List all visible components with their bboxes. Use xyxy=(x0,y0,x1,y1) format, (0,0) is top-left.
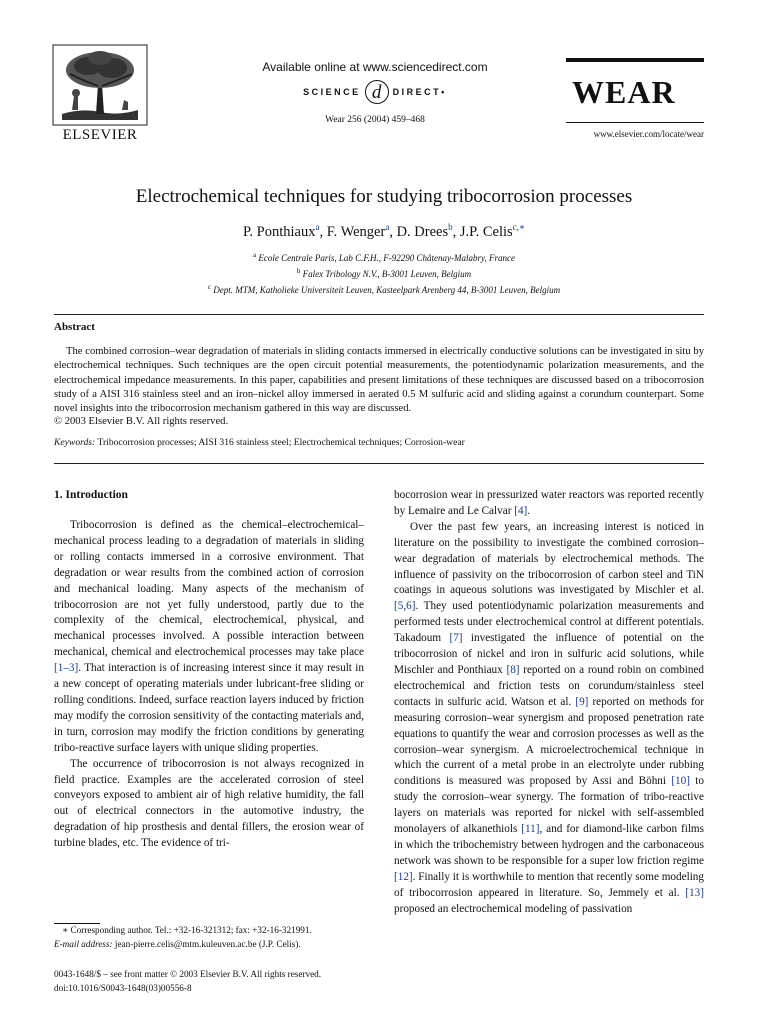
text-run: reported on a round robin on combined electrochemical and friction tests on corundum/stainless steel contacts in sulfuric acid. Watson et al. xyxy=(394,663,705,708)
affiliation: $^b$ Falex Tribology N.V., B-3001 Leuven, Belgium xyxy=(296,267,472,279)
affiliation-marker[interactable]: b xyxy=(448,222,453,232)
journal-citation: Wear 256 (2004) 459–468 xyxy=(325,115,425,125)
sciencedirect-logo xyxy=(230,79,520,105)
issn-line: 0043-1648/$ – see front matter © 2003 Elsevier B.V. All rights reserved. xyxy=(54,969,322,979)
sd-mark: • xyxy=(441,87,447,97)
text-run: . xyxy=(527,504,531,517)
citation-link[interactable]: [7] xyxy=(449,632,463,645)
abstract-copyright: © 2003 Elsevier B.V. All rights reserved. xyxy=(54,416,229,427)
keywords xyxy=(54,437,704,448)
paragraph xyxy=(394,488,704,520)
citation-link[interactable]: [4] xyxy=(514,504,528,517)
citation-link[interactable]: [10] xyxy=(671,775,690,788)
email-line: E-mail address: jean-pierre.celis@mtm.kuleuven.ac.be (J.P. Celis). xyxy=(54,938,301,949)
footnote xyxy=(54,924,384,951)
journal-title: WEAR xyxy=(572,74,676,110)
front-matter xyxy=(54,968,384,995)
email-address[interactable]: jean-pierre.celis@mtm.kuleuven.ac.be (J.P. Celis). xyxy=(112,938,301,949)
citation-link[interactable]: [12] xyxy=(394,870,413,883)
text-run: . They used potentiodynamic polarization measurements and performed tests under electrochemical control at different potentials. Takadoum xyxy=(394,600,704,645)
text-run: proposed an electrochemical modeling of passivation xyxy=(394,902,633,915)
corresponding-author: ∗ Corresponding author. Tel.: +32-16-321312; fax: +32-16-321991. xyxy=(62,925,312,935)
text-run: Over the past few years, an increasing interest is noticed in literature on the possibility to investigate the combined corrosion–wear degradation of materials by electrochemical methods. The influence of passivity on the tribocorrosion of carbon steel and TiN coatings in aqueous solutions was investigated by Mischler et al. xyxy=(394,520,704,597)
citation-link[interactable]: [5,6] xyxy=(394,600,416,613)
text-run: The occurrence of tribocorrosion is not always recognized in field practice. Examples are the accelerated corrosion of steel conveyors exposed to ambient air of high relative humidity, the fall out of electrical connectors in the automotive industry, the degradation of hip prosthesis and dental fillers, the erosion wear of turbine blades, etc. The evidence of tri- xyxy=(54,757,364,850)
affiliation-marker[interactable]: a xyxy=(385,222,390,232)
elsevier-logo xyxy=(52,44,148,144)
citation-link[interactable]: [9] xyxy=(575,695,589,708)
sciencedirect-d-icon: d xyxy=(365,80,389,104)
affiliations xyxy=(0,249,768,297)
paragraph xyxy=(54,757,364,852)
citation-link[interactable]: [1–3] xyxy=(54,662,79,675)
author: P. Ponthiaux$^a$, xyxy=(242,222,327,240)
affiliation-marker[interactable]: a xyxy=(315,222,320,232)
masthead-rule-bottom xyxy=(566,122,704,123)
paragraph xyxy=(394,520,704,918)
author: J.P. Celis$^{c,∗}$ xyxy=(459,222,526,240)
left-column xyxy=(54,518,364,852)
text-run: to study the corrosion–wear synergy. The formation of tribo-reactive layers on materials was reported for nickel with self-assembled monolayers of alkanethiols xyxy=(394,775,705,836)
text-run: , and for diamond-like carbon films in which the tribochemistry between hydrogen and the carbonaceous network was shown to be responsible for a super low friction regime xyxy=(394,823,704,867)
affiliation-marker[interactable]: c,∗ xyxy=(512,222,526,232)
section-heading: 1. Introduction xyxy=(54,489,128,501)
author: D. Drees$^b$, xyxy=(396,222,460,240)
text-run: Tribocorrosion is defined as the chemical–electrochemical–mechanical process leading to a degradation of materials in sliding or rolling contacts immersed in a corrosive environment. That degradation or wear results from the combined action of corrosion and mechanical loading. Many aspects of the mechanism of tribocorrosion are not yet fully understood, partly due to the complexity of the chemical, electrochemical, physical, and mechanical processes involved. A possible interaction between mechanical, chemical and electrochemical processes may take place xyxy=(54,519,364,659)
abstract-heading: Abstract xyxy=(54,321,95,333)
author-list xyxy=(0,222,768,241)
sd-left-word: SCIENCE xyxy=(303,87,361,97)
elsevier-tree-icon xyxy=(52,44,148,126)
author: F. Wenger$^a$, xyxy=(326,222,397,240)
publisher-name: ELSEVIER xyxy=(62,127,138,143)
abstract-text: The combined corrosion–wear degradation of materials in sliding contacts immersed in electrically conductive solutions can be investigated in situ by electrochemical techniques. Such techniques are the open circuit potential measurements, the potentiodynamic polarization measurements, and the electrochemical impedance measurements. In this paper, capabilities and present limitations of these techniques are discussed based on a tribocorrosion study of a AISI 316 stainless steel and an iron–nickel alloy immersed in aerated 0.5 M sulfuric acid and sliding against a corundum counterpart. Some novel insights into the tribocorrosion mechanism gathered in this way are discussed. xyxy=(54,346,704,415)
divider xyxy=(54,314,704,315)
available-online-text: Available online at www.sciencedirect.com xyxy=(262,60,488,74)
text-run: . That interaction is of increasing interest since it may result in a new concept of operating materials under lubricant-free sliding or rolling conditions. Indeed, surface reaction layers induced by friction may modify the corrosion sensitivity of the contacting materials and, in turn, corrosion may modify the friction conditions by generating tribo-reactive surface layers with unique sliding properties. xyxy=(54,662,364,754)
journal-url[interactable]: www.elsevier.com/locate/wear xyxy=(593,129,704,139)
article-title: Electrochemical techniques for studying tribocorrosion processes xyxy=(135,186,633,207)
keywords-list: Tribocorrosion processes; AISI 316 stainless steel; Electrochemical techniques; Corrosion-wear xyxy=(97,437,465,448)
keywords-label: Keywords: xyxy=(54,437,96,448)
text-run: bocorrosion wear in pressurized water reactors was reported recently by Lemaire and Le Calvar xyxy=(394,489,704,517)
sciencedirect-banner xyxy=(230,60,520,125)
text-run: investigated the influence of potential on the tribocorrosion of nickel and iron in sulfuric acid solutions, while Mischler and Ponthiaux xyxy=(394,632,704,676)
text-run: . Finally it is worthwhile to mention that recently some modeling of tribocorrosion appeared in literature. So, Jemmely et al. xyxy=(394,870,704,899)
sd-right-word: DIRECT xyxy=(392,87,442,97)
citation-link[interactable]: [11] xyxy=(521,823,540,836)
paragraph xyxy=(54,518,364,757)
divider xyxy=(54,463,704,464)
text-run: reported on methods for measuring corrosion–wear synergism and proposed penetration rate equations to quantify the wear and corrosion processes as well as the corrosion–wear synergism. A microelectrochemical technique in which the current of a metal probe in an electrolyte under rubbing conditions is measured was proposed by Assi and Böhni xyxy=(394,695,705,788)
doi-line[interactable]: doi:10.1016/S0043-1648(03)00556-8 xyxy=(54,982,192,993)
citation-link[interactable]: [8] xyxy=(506,663,520,676)
affiliation: $^c$ Dept. MTM, Katholieke Universiteit Leuven, Kasteelpark Arenberg 44, B-3001 Leuven, Belgium xyxy=(207,283,561,295)
affiliation: $^a$ Ecole Centrale Paris, Lab C.F.H., F-92290 Châtenay-Malabry, France xyxy=(253,251,515,263)
right-column xyxy=(394,488,704,917)
citation-link[interactable]: [13] xyxy=(685,886,704,899)
journal-masthead xyxy=(566,58,704,139)
masthead-rule-top xyxy=(566,58,704,62)
